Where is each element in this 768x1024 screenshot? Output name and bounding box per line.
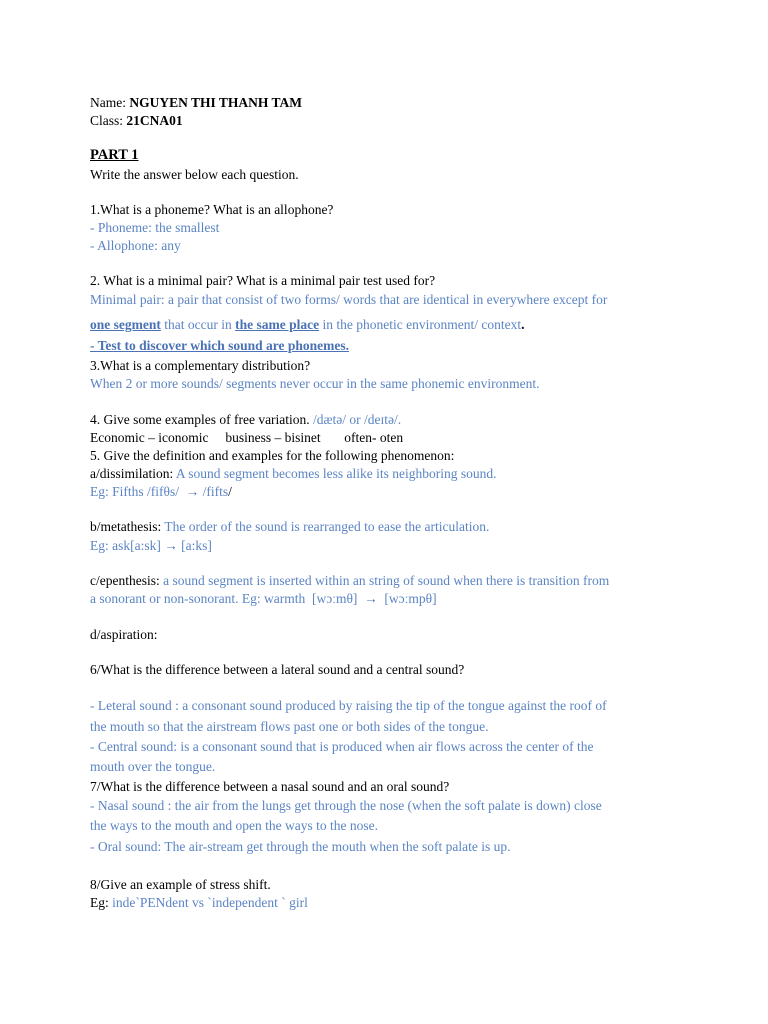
answer-2-emphasis-one-segment: one segment: [90, 317, 161, 332]
answer-5c-definition: a sound segment is inserted within an string of sound when there is transition from: [163, 573, 610, 588]
answer-5a-example: [90, 483, 232, 501]
class-value: 21CNA01: [126, 113, 183, 128]
answer-2-text: that occur in: [160, 317, 236, 332]
answer-2-line-1: Minimal pair: a pair that consist of two forms/ words that are identical in everywhere except for: [90, 292, 608, 307]
answer-6-line-2: the mouth so that the airstream flows past one or both sides of the tongue.: [90, 719, 489, 734]
answer-2-text-end: in the phonetic environment/ context: [319, 317, 522, 332]
answer-5a-eg: Eg: Fifths /fifθs/: [90, 484, 186, 499]
answer-2-period: .: [521, 317, 525, 332]
answer-5a-definition: A sound segment becomes less alike its neighboring sound.: [175, 466, 497, 481]
answer-5c-example: [90, 590, 437, 608]
answer-2-test: - Test to discover which sound are phonemes.: [90, 338, 350, 353]
answer-1-allophone: - Allophone: any: [90, 238, 181, 253]
answer-6-line-3: - Central sound: is a consonant sound that is produced when air flows across the center of the: [90, 739, 594, 754]
answer-5a-eg-end: /: [228, 484, 232, 499]
question-3: 3.What is a complementary distribution?: [90, 358, 311, 373]
answer-6-line-4: mouth over the tongue.: [90, 759, 216, 774]
name-value: NGUYEN THI THANH TAM: [129, 95, 303, 110]
answer-5b-eg-result: [a:ks]: [177, 538, 212, 553]
answer-6-line-1: - Leteral sound : a consonant sound produced by raising the tip of the tongue against the roof of: [90, 698, 607, 713]
answer-5b: [90, 518, 489, 536]
class-label: Class:: [90, 113, 124, 128]
question-4: [90, 411, 401, 429]
answer-7-line-3: - Oral sound: The air-stream get through the mouth when the soft palate is up.: [90, 839, 511, 854]
answer-8: [90, 894, 308, 912]
answer-5c-eg: a sonorant or non-sonorant. Eg: warmth [wɔːmθ]: [90, 591, 365, 606]
name-label: Name:: [90, 95, 126, 110]
answer-5b-example: [90, 537, 212, 555]
answer-3: When 2 or more sounds/ segments never occur in the same phonemic environment.: [90, 376, 540, 391]
question-2: 2. What is a minimal pair? What is a minimal pair test used for?: [90, 273, 436, 288]
answer-5b-eg: Eg: ask[a:sk]: [90, 538, 165, 553]
instruction: Write the answer below each question.: [90, 167, 299, 182]
class-line: [90, 112, 183, 130]
answer-5a-eg-result: /fifts: [199, 484, 229, 499]
question-4-ipa: /dætə/ or /deɪtə/.: [313, 412, 402, 427]
answer-2-emphasis-same-place: the same place: [235, 317, 320, 332]
answer-8-label: Eg:: [90, 895, 113, 910]
answer-7-line-1: - Nasal sound : the air from the lungs get through the nose (when the soft palate is down) close: [90, 798, 602, 813]
name-line: [90, 94, 302, 112]
answer-5a-label: a/dissimilation:: [90, 466, 176, 481]
arrow-icon: →: [164, 538, 178, 553]
question-6: 6/What is the difference between a lateral sound and a central sound?: [90, 662, 465, 677]
question-1: 1.What is a phoneme? What is an allophone?: [90, 202, 334, 217]
answer-5b-label: b/metathesis:: [90, 519, 165, 534]
answer-1-phoneme: - Phoneme: the smallest: [90, 220, 220, 235]
arrow-icon: →: [185, 484, 200, 499]
answer-5b-definition: The order of the sound is rearranged to ease the articulation.: [164, 519, 490, 534]
answer-8-value: inde`PENdent vs `independent ` girl: [112, 895, 308, 910]
answer-4-examples: Economic – iconomic business – bisinet often- oten: [90, 430, 404, 445]
answer-5c: [90, 572, 609, 590]
question-5: 5. Give the definition and examples for the following phenomenon:: [90, 448, 455, 463]
question-8: 8/Give an example of stress shift.: [90, 877, 271, 892]
question-7: 7/What is the difference between a nasal sound and an oral sound?: [90, 779, 450, 794]
arrow-icon: →: [364, 591, 378, 606]
answer-5c-label: c/epenthesis:: [90, 573, 164, 588]
answer-5a: [90, 465, 496, 483]
question-4-text: 4. Give some examples of free variation.: [90, 412, 314, 427]
answer-7-line-2: the ways to the mouth and open the ways to the nose.: [90, 818, 378, 833]
answer-2-line-2: [90, 316, 525, 334]
answer-5c-eg-result: [wɔːmpθ]: [377, 591, 437, 606]
answer-5d: d/aspiration:: [90, 627, 158, 642]
part-title: PART 1: [90, 147, 139, 163]
